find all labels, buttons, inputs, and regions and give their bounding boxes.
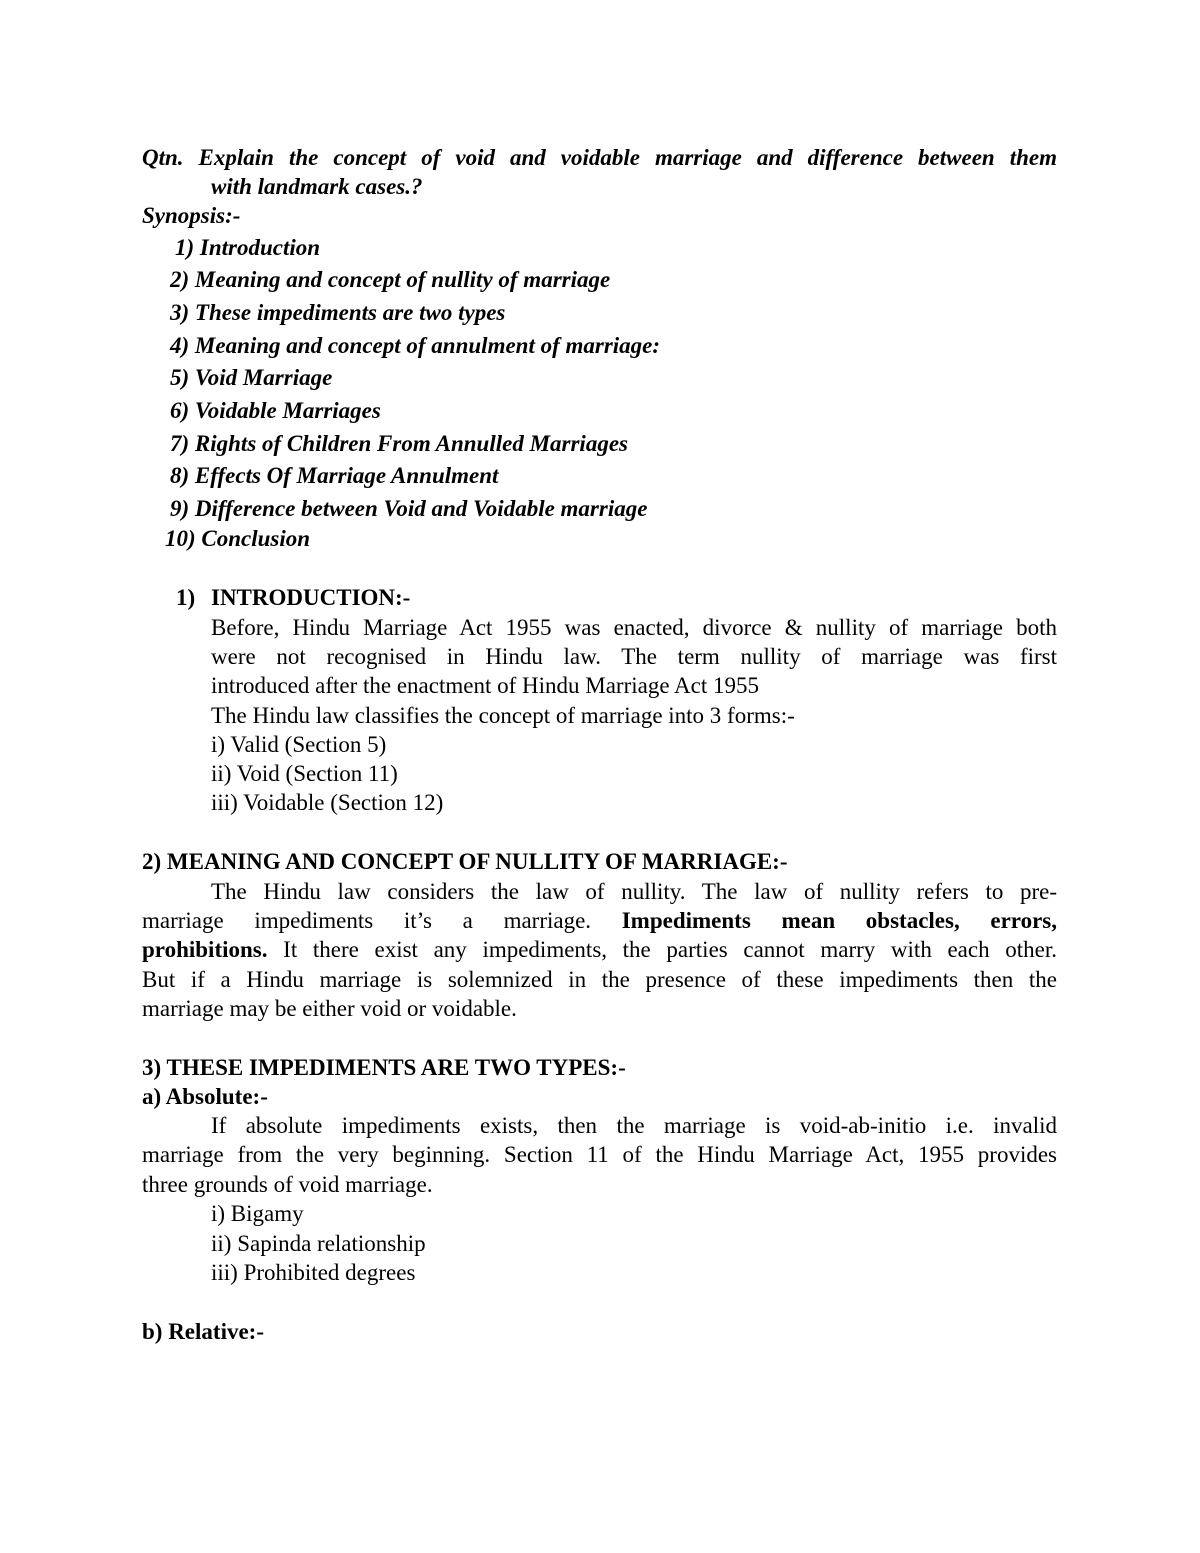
nullity-paragraph-line: [142, 906, 1057, 936]
relative-heading: b) Relative:-: [142, 1319, 264, 1344]
form-item: i) Valid (Section 5): [211, 732, 387, 757]
synopsis-item: 9) Difference between Void and Voidable marriage: [170, 496, 648, 521]
form-item: iii) Voidable (Section 12): [211, 790, 444, 815]
synopsis-item: 1) Introduction: [175, 235, 321, 260]
nullity-heading: 2) MEANING AND CONCEPT OF NULLITY OF MARRIAGE:-: [142, 849, 788, 874]
absolute-heading: a) Absolute:-: [142, 1084, 268, 1109]
introduction-paragraph-line: were not recognised in Hindu law. The term nullity of marriage was first: [211, 644, 1057, 669]
nullity-paragraph-line: But if a Hindu marriage is solemnized in the presence of these impediments then the: [142, 967, 1057, 992]
nullity-paragraph-line: The Hindu law considers the law of nullity. The law of nullity refers to pre-: [211, 879, 1057, 904]
absolute-paragraph-line: marriage from the very beginning. Section 11 of the Hindu Marriage Act, 1955 provides: [142, 1142, 1057, 1167]
synopsis-item: 10) Conclusion: [165, 526, 311, 551]
ground-item: iii) Prohibited degrees: [211, 1260, 416, 1285]
synopsis-item: 4) Meaning and concept of annulment of marriage:: [170, 333, 661, 358]
synopsis-item: 7) Rights of Children From Annulled Marriages: [170, 431, 628, 456]
ground-item: ii) Sapinda relationship: [211, 1231, 426, 1256]
introduction-number: 1): [176, 585, 196, 610]
ground-item: i) Bigamy: [211, 1201, 304, 1226]
synopsis-item: 6) Voidable Marriages: [170, 398, 381, 423]
introduction-paragraph-line: introduced after the enactment of Hindu Marriage Act 1955: [211, 673, 759, 698]
types-heading: 3) THESE IMPEDIMENTS ARE TWO TYPES:-: [142, 1055, 626, 1080]
impediments-definition-end: prohibitions.: [142, 937, 268, 962]
introduction-heading: INTRODUCTION:-: [211, 585, 411, 610]
forms-intro: The Hindu law classifies the concept of marriage into 3 forms:-: [211, 703, 795, 728]
nullity-text: It there exist any impediments, the parties cannot marry with each other.: [283, 937, 1057, 962]
question-line-1: Qtn. Explain the concept of void and voidable marriage and difference between them: [142, 145, 1057, 170]
absolute-paragraph-line: If absolute impediments exists, then the marriage is void-ab-initio i.e. invalid: [211, 1113, 1057, 1138]
question-line-2: with landmark cases.?: [211, 174, 423, 199]
nullity-text: marriage impediments it’s a marriage.: [142, 908, 592, 933]
absolute-paragraph-line: three grounds of void marriage.: [142, 1172, 433, 1197]
synopsis-item: 5) Void Marriage: [170, 365, 333, 390]
synopsis-item: 3) These impediments are two types: [170, 300, 506, 325]
synopsis-item: 2) Meaning and concept of nullity of marriage: [170, 267, 611, 292]
synopsis-heading: Synopsis:-: [142, 203, 241, 228]
form-item: ii) Void (Section 11): [211, 761, 398, 786]
nullity-paragraph-line: [142, 935, 1057, 965]
nullity-paragraph-line: marriage may be either void or voidable.: [142, 996, 517, 1021]
synopsis-item: 8) Effects Of Marriage Annulment: [170, 463, 499, 488]
introduction-paragraph-line: Before, Hindu Marriage Act 1955 was enacted, divorce & nullity of marriage both: [211, 615, 1057, 640]
impediments-definition: Impediments mean obstacles, errors,: [621, 908, 1058, 933]
